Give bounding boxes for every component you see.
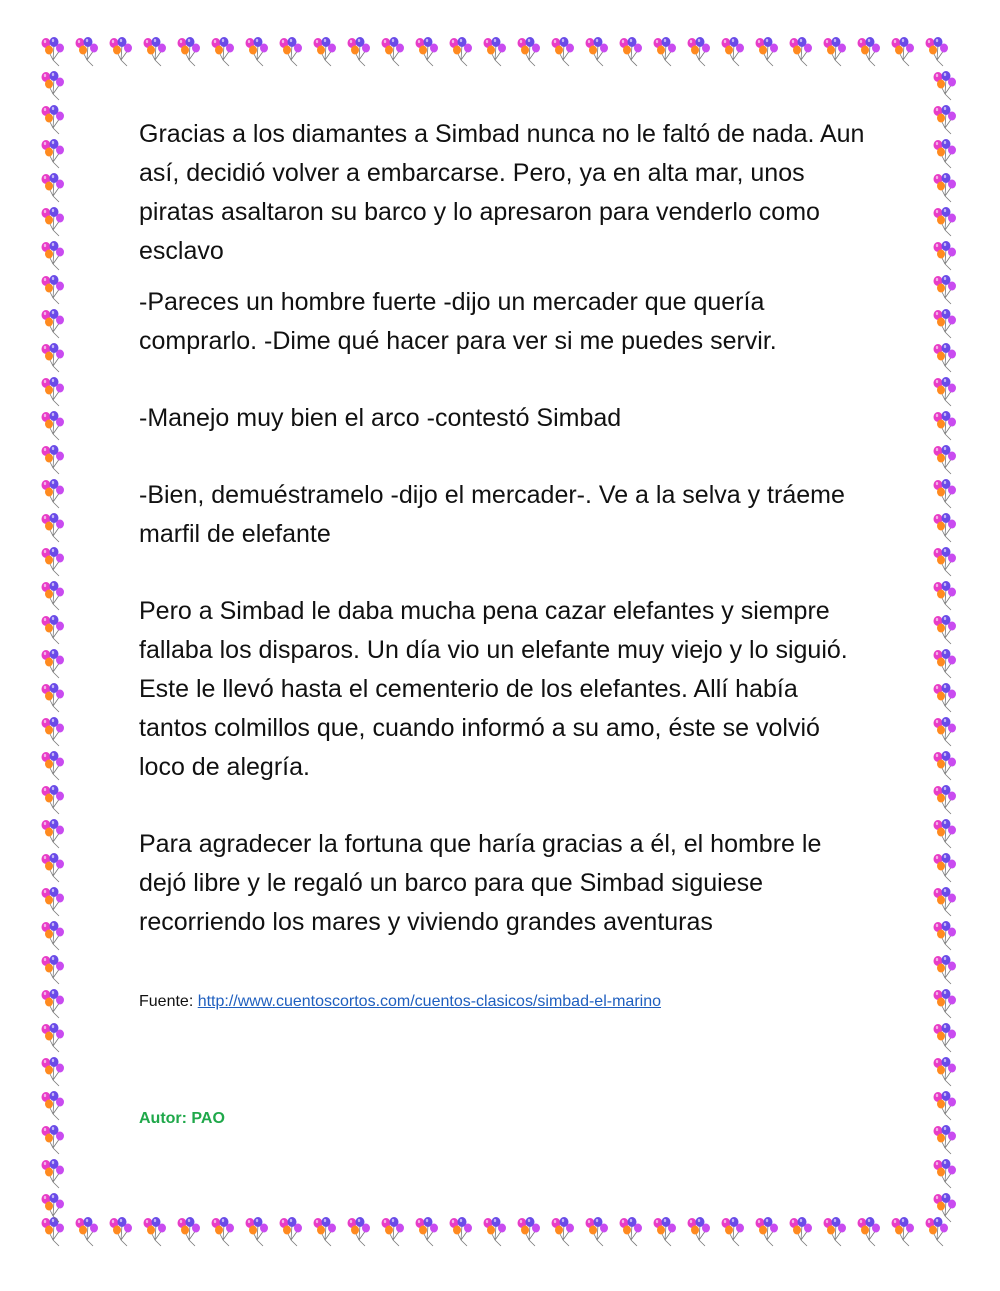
- balloon-cluster-icon: [934, 1057, 957, 1086]
- balloon-cluster-icon: [42, 71, 65, 100]
- balloon-cluster-icon: [934, 479, 957, 508]
- balloon-cluster-icon: [212, 1217, 235, 1246]
- balloon-cluster-icon: [42, 479, 65, 508]
- balloon-cluster-icon: [42, 921, 65, 950]
- balloon-cluster-icon: [934, 1023, 957, 1052]
- balloon-cluster-icon: [620, 1217, 643, 1246]
- balloon-cluster-icon: [934, 377, 957, 406]
- story-paragraph: -Manejo muy bien el arco -contestó Simbad: [139, 404, 622, 432]
- balloon-cluster-icon: [552, 37, 575, 66]
- balloon-cluster-icon: [722, 1217, 745, 1246]
- balloon-cluster-icon: [348, 1217, 371, 1246]
- balloon-cluster-icon: [722, 37, 745, 66]
- balloon-cluster-icon: [934, 921, 957, 950]
- balloon-cluster-icon: [450, 1217, 473, 1246]
- balloon-cluster-icon: [42, 445, 65, 474]
- balloon-cluster-icon: [110, 1217, 133, 1246]
- balloon-cluster-icon: [484, 37, 507, 66]
- balloon-cluster-icon: [42, 173, 65, 202]
- balloon-cluster-icon: [280, 1217, 303, 1246]
- story-paragraph: Para agradecer la fortuna que haría gracias a él, el hombre le dejó libre y le regaló un barco para que Simbad siguiese recorriendo los mares y viviendo grandes aventuras: [139, 830, 822, 936]
- balloon-cluster-icon: [42, 513, 65, 542]
- author-credit: Autor: PAO: [139, 1110, 225, 1127]
- balloon-cluster-icon: [934, 887, 957, 916]
- balloon-cluster-icon: [934, 173, 957, 202]
- balloon-cluster-icon: [246, 1217, 269, 1246]
- balloon-cluster-icon: [42, 1217, 65, 1246]
- balloon-cluster-icon: [42, 1159, 65, 1188]
- balloon-cluster-icon: [42, 377, 65, 406]
- balloon-cluster-icon: [934, 547, 957, 576]
- balloon-cluster-icon: [586, 1217, 609, 1246]
- balloon-cluster-icon: [892, 37, 915, 66]
- balloon-cluster-icon: [688, 37, 711, 66]
- balloon-cluster-icon: [42, 275, 65, 304]
- balloon-cluster-icon: [42, 309, 65, 338]
- balloon-cluster-icon: [42, 547, 65, 576]
- balloon-cluster-icon: [314, 37, 337, 66]
- balloon-cluster-icon: [934, 445, 957, 474]
- balloon-cluster-icon: [790, 37, 813, 66]
- balloon-cluster-icon: [934, 71, 957, 100]
- balloon-cluster-icon: [450, 37, 473, 66]
- balloon-cluster-icon: [348, 37, 371, 66]
- source-link[interactable]: http://www.cuentoscortos.com/cuentos-clasicos/simbad-el-marino: [197, 993, 661, 1010]
- balloon-cluster-icon: [416, 1217, 439, 1246]
- balloon-cluster-icon: [756, 1217, 779, 1246]
- balloon-cluster-icon: [934, 513, 957, 542]
- balloon-cluster-icon: [42, 683, 65, 712]
- balloon-cluster-icon: [654, 37, 677, 66]
- balloon-cluster-icon: [934, 649, 957, 678]
- balloon-cluster-icon: [382, 1217, 405, 1246]
- balloon-cluster-icon: [518, 37, 541, 66]
- balloon-cluster-icon: [934, 1125, 957, 1154]
- story-paragraph: Gracias a los diamantes a Simbad nunca no le faltó de nada. Aun así, decidió volver a embarcarse. Pero, ya en alta mar, unos piratas asaltaron su barco y lo apresaron para venderlo como esclavo: [139, 120, 865, 265]
- balloon-cluster-icon: [246, 37, 269, 66]
- balloon-cluster-icon: [42, 411, 65, 440]
- story-text: [139, 115, 869, 942]
- balloon-cluster-icon: [178, 1217, 201, 1246]
- balloon-cluster-icon: [824, 1217, 847, 1246]
- balloon-cluster-icon: [484, 1217, 507, 1246]
- balloon-cluster-icon: [824, 37, 847, 66]
- story-paragraph: -Bien, demuéstramelo -dijo el mercader-. Ve a la selva y tráeme marfil de elefante: [139, 481, 845, 548]
- balloon-cluster-icon: [42, 1023, 65, 1052]
- balloon-cluster-icon: [934, 207, 957, 236]
- balloon-cluster-icon: [934, 309, 957, 338]
- balloon-cluster-icon: [314, 1217, 337, 1246]
- balloon-cluster-icon: [76, 1217, 99, 1246]
- balloon-cluster-icon: [934, 105, 957, 134]
- balloon-cluster-icon: [934, 275, 957, 304]
- balloon-cluster-icon: [934, 615, 957, 644]
- balloon-cluster-icon: [934, 955, 957, 984]
- balloon-cluster-icon: [858, 37, 881, 66]
- balloon-cluster-icon: [110, 37, 133, 66]
- balloon-cluster-icon: [934, 139, 957, 168]
- balloon-cluster-icon: [42, 717, 65, 746]
- balloon-cluster-icon: [416, 37, 439, 66]
- balloon-cluster-icon: [688, 1217, 711, 1246]
- balloon-cluster-icon: [586, 37, 609, 66]
- balloon-cluster-icon: [42, 989, 65, 1018]
- balloon-cluster-icon: [42, 343, 65, 372]
- balloon-cluster-icon: [42, 1125, 65, 1154]
- balloon-cluster-icon: [280, 37, 303, 66]
- balloon-cluster-icon: [42, 37, 65, 66]
- balloon-cluster-icon: [934, 343, 957, 372]
- story-paragraph: Pero a Simbad le daba mucha pena cazar elefantes y siempre fallaba los disparos. Un día vio un elefante muy viejo y lo siguió. Este le llevó hasta el cementerio de los elefantes. Allí había tantos colmillos que, cuando informó a su amo, éste se volvió loco de alegría.: [139, 597, 848, 781]
- balloon-cluster-icon: [42, 105, 65, 134]
- balloon-cluster-icon: [42, 751, 65, 780]
- balloon-cluster-icon: [934, 683, 957, 712]
- balloon-cluster-icon: [178, 37, 201, 66]
- balloon-cluster-icon: [42, 887, 65, 916]
- balloon-cluster-icon: [212, 37, 235, 66]
- balloon-cluster-icon: [382, 37, 405, 66]
- source-citation: [139, 993, 661, 1011]
- balloon-cluster-icon: [42, 207, 65, 236]
- balloon-cluster-icon: [42, 785, 65, 814]
- balloon-cluster-icon: [934, 411, 957, 440]
- balloon-cluster-icon: [934, 717, 957, 746]
- balloon-cluster-icon: [934, 853, 957, 882]
- balloon-cluster-icon: [42, 139, 65, 168]
- balloon-cluster-icon: [934, 819, 957, 848]
- balloon-cluster-icon: [934, 989, 957, 1018]
- balloon-cluster-icon: [926, 37, 949, 66]
- balloon-cluster-icon: [934, 241, 957, 270]
- balloon-cluster-icon: [144, 1217, 167, 1246]
- balloon-cluster-icon: [42, 955, 65, 984]
- balloon-cluster-icon: [934, 785, 957, 814]
- balloon-cluster-icon: [42, 615, 65, 644]
- balloon-cluster-icon: [144, 37, 167, 66]
- balloon-cluster-icon: [42, 1057, 65, 1086]
- balloon-cluster-icon: [934, 1159, 957, 1188]
- balloon-cluster-icon: [552, 1217, 575, 1246]
- balloon-cluster-icon: [518, 1217, 541, 1246]
- balloon-cluster-icon: [42, 1091, 65, 1120]
- balloon-cluster-icon: [790, 1217, 813, 1246]
- balloon-cluster-icon: [654, 1217, 677, 1246]
- balloon-cluster-icon: [858, 1217, 881, 1246]
- balloon-cluster-icon: [42, 853, 65, 882]
- balloon-cluster-icon: [42, 819, 65, 848]
- balloon-cluster-icon: [926, 1217, 949, 1246]
- balloon-cluster-icon: [934, 751, 957, 780]
- balloon-cluster-icon: [892, 1217, 915, 1246]
- source-label: Fuente:: [139, 993, 198, 1010]
- balloon-cluster-icon: [42, 649, 65, 678]
- story-paragraph: -Pareces un hombre fuerte -dijo un mercader que quería comprarlo. -Dime qué hacer para ver si me puedes servir.: [139, 288, 777, 355]
- balloon-cluster-icon: [76, 37, 99, 66]
- balloon-cluster-icon: [934, 581, 957, 610]
- balloon-cluster-icon: [42, 241, 65, 270]
- balloon-cluster-icon: [620, 37, 643, 66]
- balloon-cluster-icon: [756, 37, 779, 66]
- balloon-cluster-icon: [42, 581, 65, 610]
- balloon-cluster-icon: [934, 1091, 957, 1120]
